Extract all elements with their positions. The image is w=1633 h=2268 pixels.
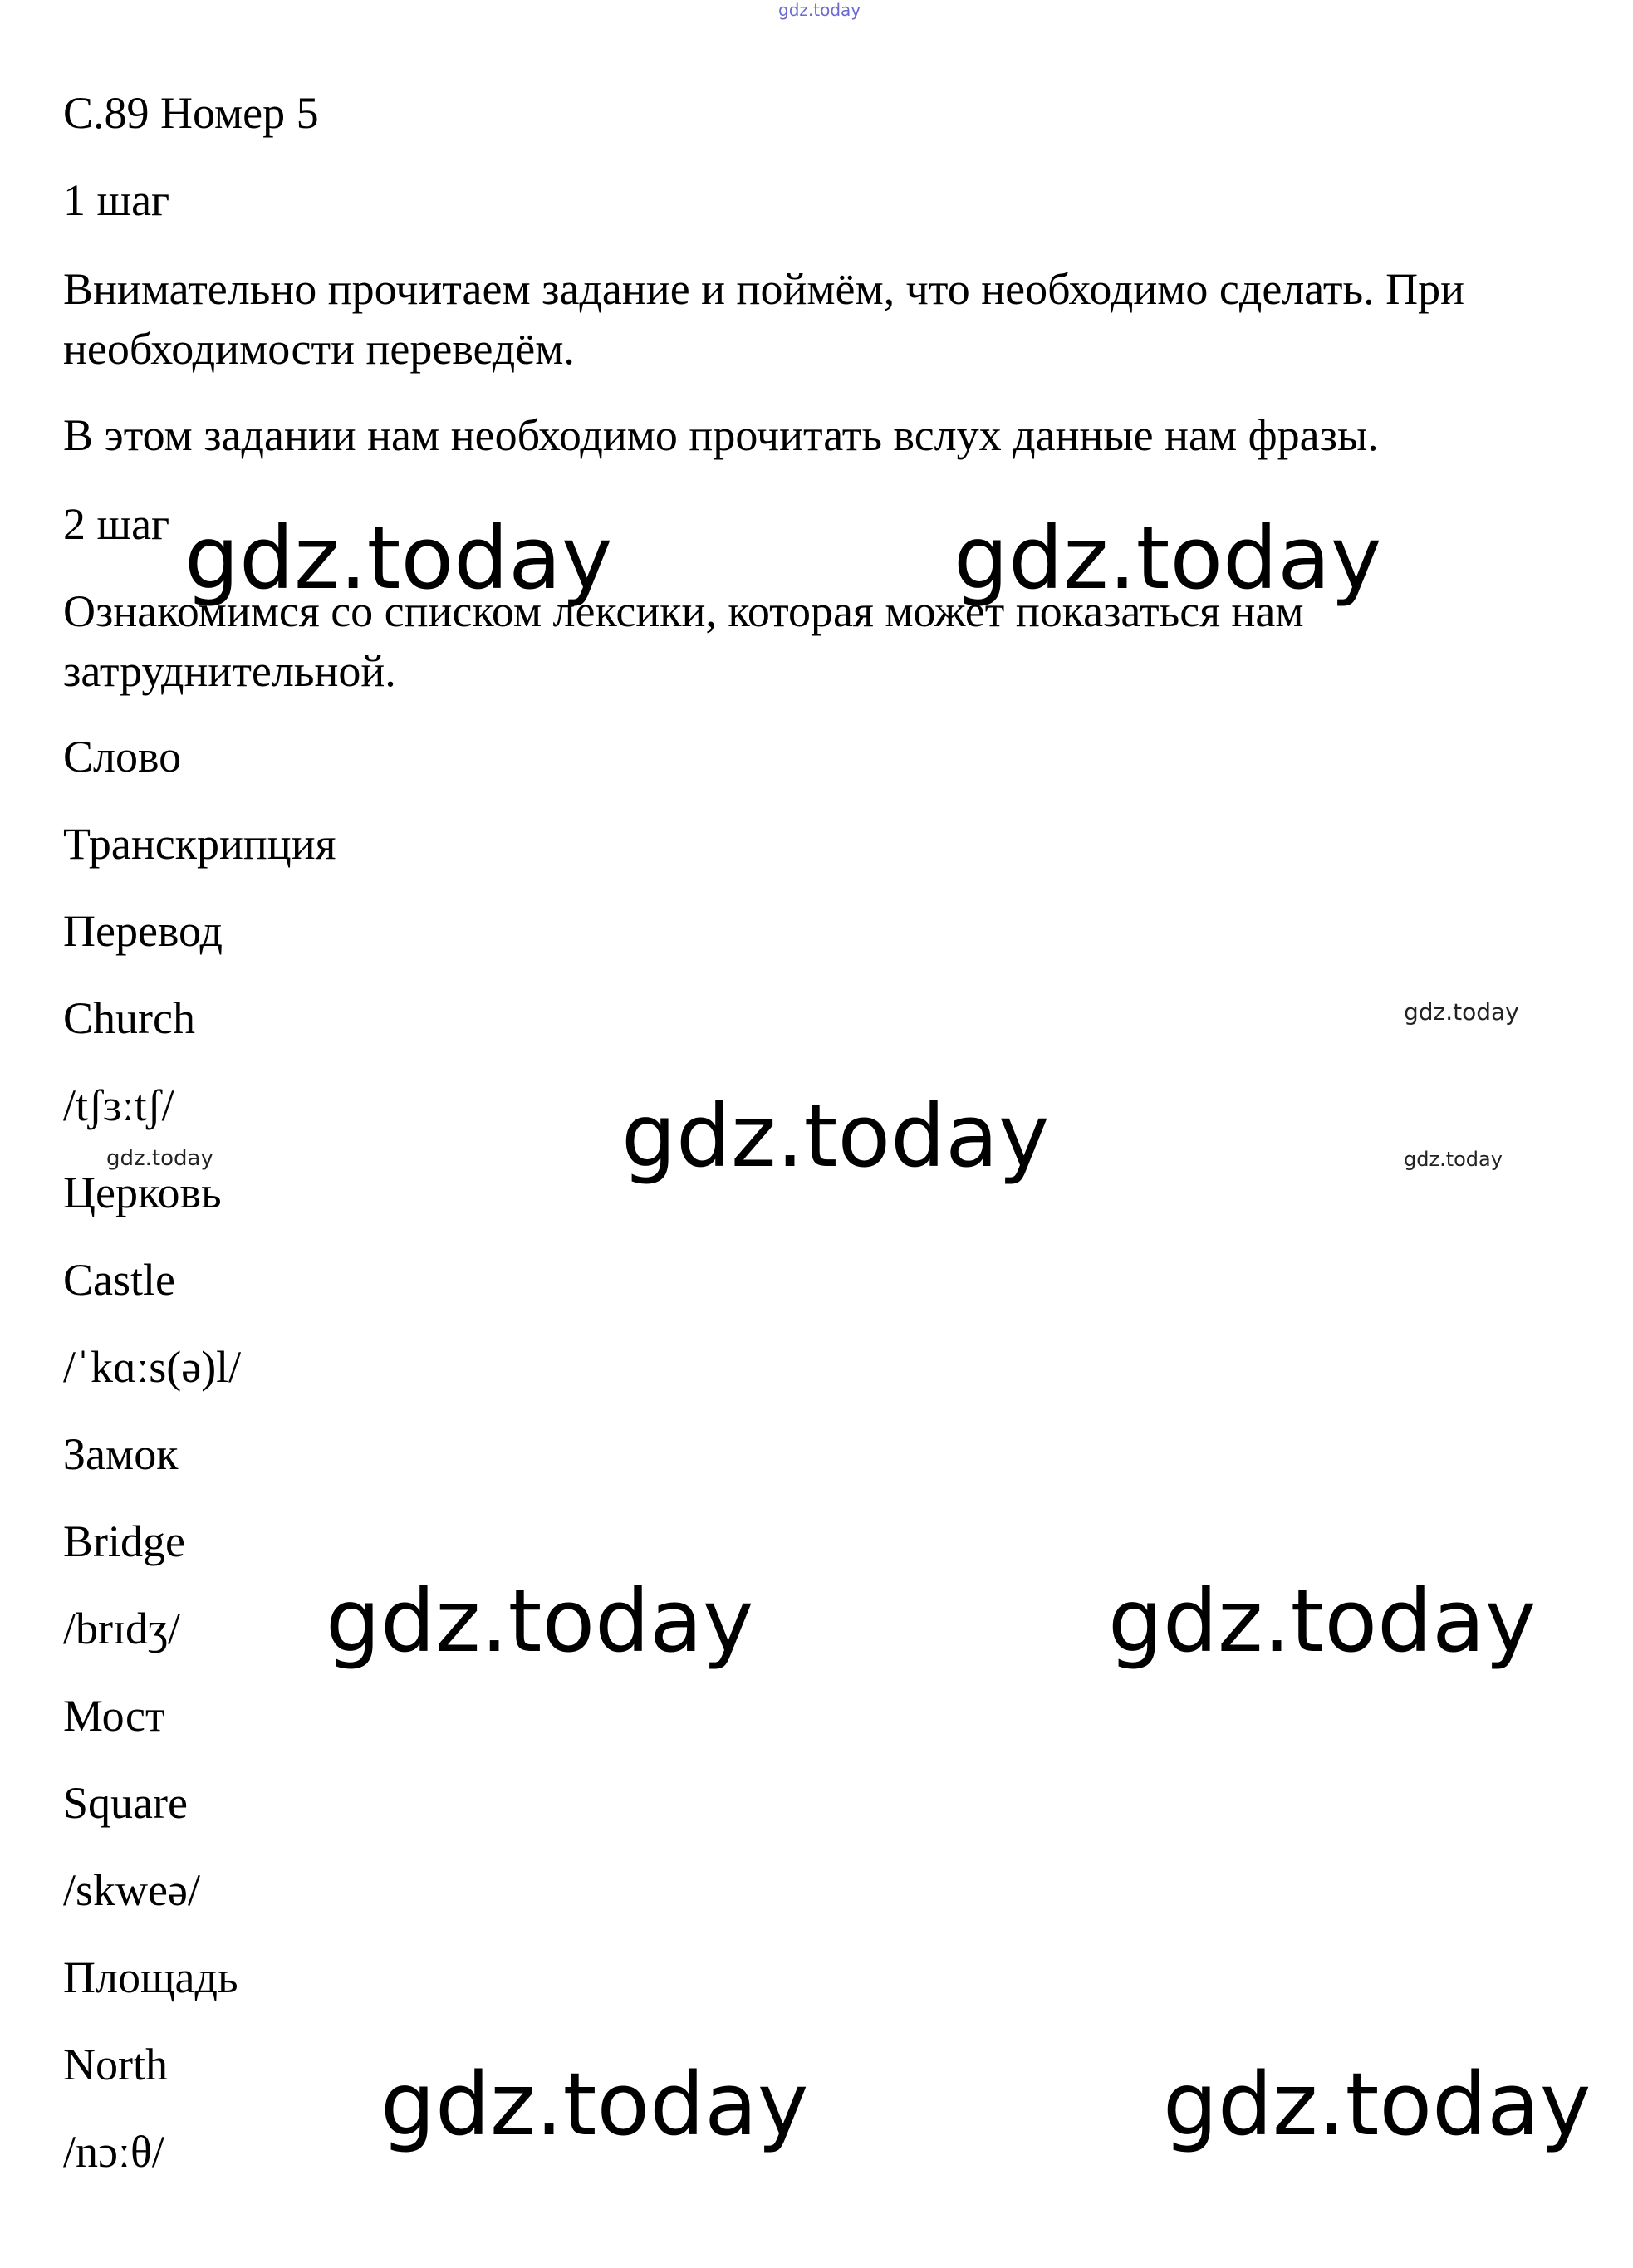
- column-transcription: Транскрипция: [63, 819, 336, 869]
- vocab-translation: Мост: [63, 1691, 165, 1741]
- vocab-word: North: [63, 2040, 168, 2089]
- vocab-transcription: /ˈkɑːs(ə)l/: [63, 1342, 242, 1392]
- step2-label: 2 шаг: [63, 499, 170, 549]
- step1-task: В этом задании нам необходимо прочитать вслух данные нам фразы.: [63, 410, 1379, 460]
- vocab-word: Church: [63, 993, 195, 1043]
- vocab-transcription: /nɔːθ/: [63, 2127, 164, 2177]
- watermark-small: gdz.today: [1404, 1148, 1503, 1171]
- vocab-translation: Церковь: [63, 1168, 222, 1217]
- column-translation: Перевод: [63, 906, 223, 956]
- watermark-small: gdz.today: [1404, 998, 1519, 1026]
- watermark: gdz.today: [380, 2054, 809, 2155]
- watermark: gdz.today: [326, 1570, 754, 1672]
- vocab-transcription: /brɪdʒ/: [63, 1604, 180, 1653]
- header-watermark: gdz.today: [778, 0, 861, 20]
- watermark: gdz.today: [621, 1085, 1050, 1187]
- watermark: gdz.today: [184, 507, 613, 609]
- watermark: gdz.today: [954, 507, 1382, 609]
- vocab-word: Bridge: [63, 1516, 185, 1566]
- step1-text: Внимательно прочитаем задание и поймём, что необходимо сделать. При необходимости переведём.: [63, 264, 1464, 374]
- vocab-transcription: /tʃɜːtʃ/: [63, 1080, 174, 1130]
- watermark-small: gdz.today: [106, 1146, 213, 1171]
- step2-text: Ознакомимся со списком лексики, которая может показаться нам затруднительной.: [63, 586, 1304, 696]
- vocab-translation: Замок: [63, 1429, 179, 1479]
- watermark: gdz.today: [1108, 1570, 1537, 1672]
- vocab-translation: Площадь: [63, 1952, 238, 2002]
- step1-label: 1 шаг: [63, 175, 170, 225]
- vocab-word: Square: [63, 1778, 188, 1828]
- column-word: Слово: [63, 732, 182, 781]
- page-title: С.89 Номер 5: [63, 88, 319, 138]
- vocab-word: Castle: [63, 1255, 175, 1305]
- vocab-transcription: /skweə/: [63, 1865, 200, 1915]
- watermark: gdz.today: [1163, 2054, 1591, 2155]
